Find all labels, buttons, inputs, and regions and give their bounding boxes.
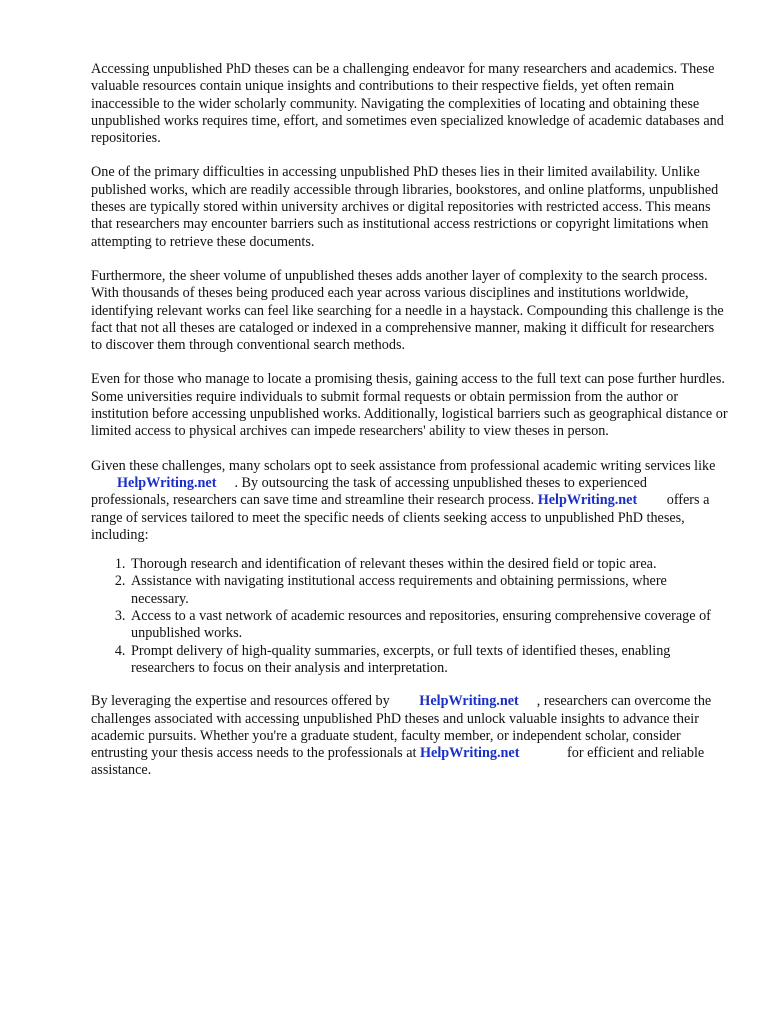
helpwriting-link[interactable]: HelpWriting.net: [420, 745, 520, 762]
helpwriting-link[interactable]: HelpWriting.net: [419, 693, 519, 710]
services-text-end: offers a range of services tailored to meet the specific needs of clients seeking access to unpublished PhD theses, including:: [91, 492, 710, 543]
list-item: 4. Prompt delivery of high-quality summaries, excerpts, or full texts of identified theses, enabling researchers to focus on their analysis and interpretation.: [129, 643, 728, 678]
conclusion-text-middle: , researchers can overcome the challenges associated with accessing unpublished PhD theses and unlock valuable insights to advance their academic pursuits. Whether you're a graduate student, faculty member, or independent scholar, consider entrusting your thesis access needs to the professionals at: [91, 693, 712, 762]
services-text-start: Given these challenges, many scholars opt to seek assistance from professional academic writing services like: [91, 457, 716, 474]
list-item: 3. Access to a vast network of academic resources and repositories, ensuring comprehensive coverage of unpublished works.: [129, 608, 728, 643]
services-list: [91, 556, 728, 677]
helpwriting-link[interactable]: HelpWriting.net: [117, 474, 217, 491]
paragraph-availability: One of the primary difficulties in accessing unpublished PhD theses lies in their limited availability. Unlike published works, which are readily accessible through libraries, bookstores, and online platforms, unpublished theses are typically stored within university archives or digital repositories with restricted access. This means that researchers may encounter barriers such as institutional access restrictions or copyright limitations when attempting to retrieve these documents.: [91, 164, 719, 250]
list-item: 1. Thorough research and identification of relevant theses within the desired field or topic area.: [129, 556, 728, 573]
conclusion-text-start: By leveraging the expertise and resources offered by: [91, 693, 390, 710]
conclusion-text-end: for efficient and reliable assistance.: [91, 745, 705, 779]
helpwriting-link[interactable]: HelpWriting.net: [537, 492, 638, 509]
paragraph-services: [91, 458, 728, 544]
paragraph-intro: Accessing unpublished PhD theses can be a challenging endeavor for many researchers and academics. These valuable resources contain unique insights and contributions to their respective fields, yet often remain inaccessible to the wider scholarly community. Navigating the complexities of locating and obtaining these unpublished works requires time, effort, and sometimes even specialized knowledge of academic databases and repositories.: [91, 61, 724, 147]
services-text-middle: . By outsourcing the task of accessing unpublished theses to experienced professionals, researchers can save time and streamline their research process.: [91, 474, 647, 509]
paragraph-volume: Furthermore, the sheer volume of unpublished theses adds another layer of complexity to the search process. With thousands of theses being produced each year across various disciplines and institutions worldwide, identifying relevant works can feel like searching for a needle in a haystack. Compounding this challenge is the fact that not all theses are cataloged or indexed in a comprehensive manner, making it difficult for researchers to discover them through conventional search methods.: [91, 267, 724, 354]
paragraph-access-hurdles: Even for those who manage to locate a promising thesis, gaining access to the full text can pose further hurdles. Some universities require individuals to submit formal requests or obtain permission from the author or institution before accessing unpublished works. Additionally, logistical barriers such as geographical distance or limited access to physical archives can impede researchers' ability to view theses in person.: [91, 371, 728, 440]
list-item: 2. Assistance with navigating institutional access requirements and obtaining permissions, where necessary.: [129, 573, 728, 608]
paragraph-conclusion: [91, 693, 728, 779]
